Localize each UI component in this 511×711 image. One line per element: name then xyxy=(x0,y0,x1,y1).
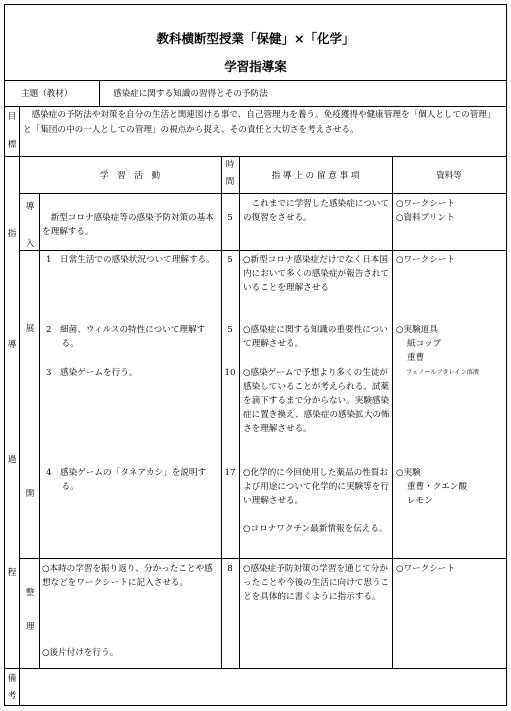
dev-time-1: 5 xyxy=(227,255,233,265)
process-label-4: 程 xyxy=(7,568,17,578)
summary-time: 8 xyxy=(227,564,233,574)
stage-development-2: 開 xyxy=(25,489,35,499)
stage-intro-2: 入 xyxy=(25,239,35,249)
dev-material-4c: レモン xyxy=(407,496,433,506)
dev-note-2: ○感染症に関する知識の重要性について理解させる。 xyxy=(243,325,388,349)
header-notes: 指 導 上 の 留 意 事 項 xyxy=(271,171,360,181)
stage-intro-1: 導 xyxy=(25,202,35,212)
dev-note-3: ○感染ゲームで予想より多くの生徒が感染していることが考えられる。試薬を滴下するまで分からない。実験感染症に置き換え、感染症の感染拡大の怖さを理解させる。 xyxy=(243,368,390,434)
dev-material-2b: 紙コップ xyxy=(407,339,442,349)
dev-time-3: 10 xyxy=(224,368,236,378)
header-time: 時間 xyxy=(225,160,235,187)
dev-time-4: 17 xyxy=(224,468,236,478)
intro-material-1: ○ワークシート xyxy=(396,199,456,209)
header-materials: 資料等 xyxy=(436,171,462,181)
process-label-2: 導 xyxy=(7,340,17,350)
stage-summary-2: 理 xyxy=(25,622,35,632)
dev-activity-1: 1 日常生活での感染状況ついて理解する。 xyxy=(46,255,215,265)
dev-activity-4: 4 感染ゲームの「タネアカシ」を説明する。 xyxy=(46,468,207,492)
dev-material-3: フェノールフタレイン溶液 xyxy=(406,369,480,376)
theme-value: 感染症に関する知識の習得とその予防法 xyxy=(113,89,268,99)
dev-note-4: ○化学的に今回使用した薬品の性質および用途について化学的に実験等を行い理解させる。 xyxy=(243,468,389,506)
dev-material-4a: ○実験 xyxy=(396,468,421,478)
summary-activity: ○本時の学習を振り返り、分かったことや感想などをワークシートに記入させる。 xyxy=(42,564,213,588)
summary-activity-2: ○後片付けを行う。 xyxy=(42,648,119,658)
goal-text: 感染症の予防法や対策を自分の生活と関連図ける事で、自己管理力を養う。免疫獲得や健康管理を「個人としての管理」と「集団の中の一人としての管理」の視点から捉え、その責任と大切さを考えさせる。 xyxy=(23,110,496,135)
process-label-3: 過 xyxy=(7,455,17,465)
intro-note: これまでに学習した感染症についての復習をさせる。 xyxy=(243,199,389,223)
goal-label-2: 標 xyxy=(7,140,17,150)
document-subtitle: 学習指導案 xyxy=(224,59,287,74)
stage-development-1: 展 xyxy=(25,324,35,334)
summary-material: ○ワークシート xyxy=(396,564,456,574)
dev-time-2: 5 xyxy=(227,325,233,335)
header-activity: 学 習 活 動 xyxy=(99,171,161,181)
intro-activity: 新型コロナ感染症等の感染予防対策の基本を理解する。 xyxy=(42,213,214,237)
intro-time: 5 xyxy=(227,213,233,223)
dev-activity-2: 2 細菌、ウィルスの特性について理解する。 xyxy=(46,325,206,349)
dev-material-2a: ○実験道具 xyxy=(396,325,438,335)
intro-material-2: ○資料プリント xyxy=(396,213,455,223)
dev-note-4b: ○コロナワクチン最新情報を伝える。 xyxy=(243,524,388,534)
summary-note: ○感染症予防対策の学習を通じて分かったことや今後の生活に向けて思うことを具体的に書くように指示する。 xyxy=(243,564,390,602)
process-label-1: 指 xyxy=(7,229,17,239)
stage-summary-1: 整 xyxy=(25,588,35,598)
dev-material-2c: 重曹 xyxy=(407,353,425,363)
dev-note-1: ○新型コロナ感染症だけでなく日本国内において多くの感染症が報告されていることを理解させる xyxy=(243,255,390,293)
dev-activity-3: 3 感染ゲームを行う。 xyxy=(46,368,138,378)
goal-label-1: 目 xyxy=(7,112,17,122)
lesson-plan-document xyxy=(4,4,507,706)
dev-material-1: ○ワークシート xyxy=(396,255,456,265)
dev-material-4b: 重曹・クエン酸 xyxy=(407,482,467,492)
remarks-label-2: 考 xyxy=(7,691,17,701)
remarks-label-1: 備 xyxy=(7,674,17,684)
theme-label: 主題（教材） xyxy=(21,89,73,99)
document-title: 教科横断型授業「保健」×「化学」 xyxy=(156,31,355,46)
